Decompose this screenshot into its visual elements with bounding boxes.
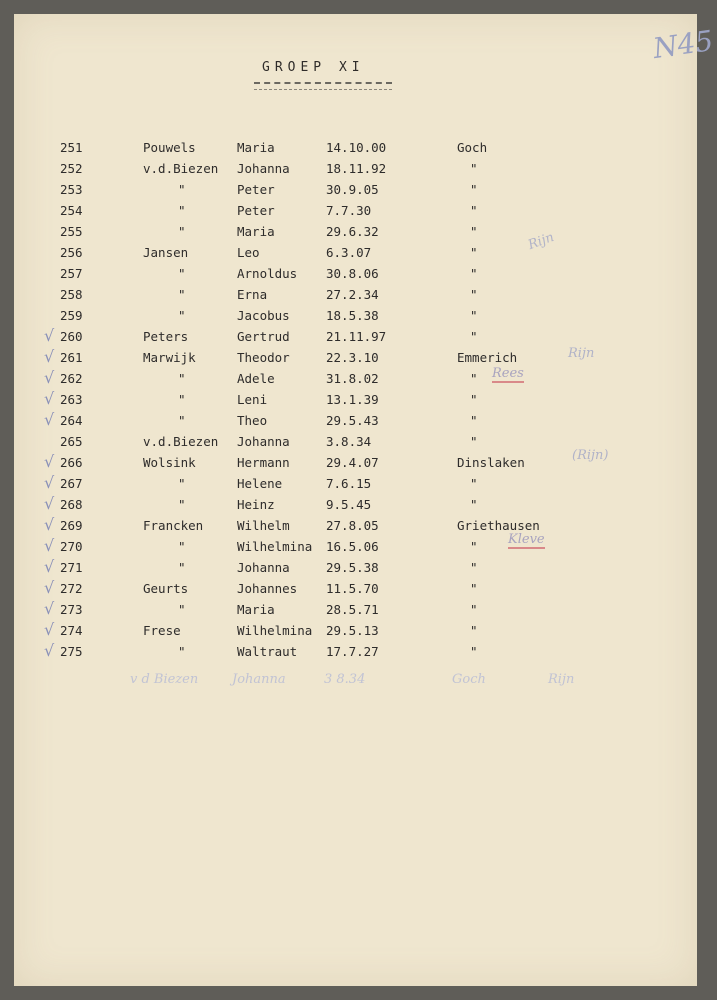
surname: Wolsink — [143, 455, 196, 470]
table-row — [0, 326, 717, 350]
first-name: Wilhelmina — [237, 623, 313, 638]
table-row — [0, 368, 717, 392]
table-row — [0, 536, 717, 560]
birth-date: 11.5.70 — [326, 581, 379, 596]
first-name: Hermann — [237, 455, 290, 470]
place: " — [470, 497, 478, 512]
annotation-rijn-2: (Rijn) — [572, 448, 609, 463]
check-mark: √ — [44, 620, 55, 639]
table-row — [0, 347, 717, 371]
surname: v.d.Biezen — [143, 434, 219, 449]
birth-date: 29.6.32 — [326, 224, 379, 239]
surname: Marwijk — [143, 350, 196, 365]
table-row — [0, 494, 717, 518]
table-row — [0, 266, 717, 287]
row-number: 254 — [60, 203, 83, 218]
surname: " — [178, 539, 186, 554]
table-row — [0, 182, 717, 203]
surname: " — [178, 644, 186, 659]
table-row — [0, 410, 717, 434]
surname: " — [178, 371, 186, 386]
check-mark: √ — [44, 494, 55, 513]
surname: " — [178, 287, 186, 302]
first-name: Wilhelm — [237, 518, 290, 533]
table-row — [0, 308, 717, 329]
first-name: Erna — [237, 287, 268, 302]
surname: " — [178, 392, 186, 407]
birth-date: 29.5.43 — [326, 413, 379, 428]
birth-date: 18.5.38 — [326, 308, 379, 323]
faint-note: Rijn — [548, 672, 575, 687]
place: " — [470, 434, 478, 449]
table-row — [0, 599, 717, 623]
table-row — [0, 434, 717, 455]
faint-date: 3 8.34 — [324, 672, 366, 687]
table-row — [0, 473, 717, 497]
place: " — [470, 308, 478, 323]
row-number: 257 — [60, 266, 83, 281]
annotation-kleve: Kleve — [508, 532, 545, 547]
check-mark: √ — [44, 599, 55, 618]
first-name: Johanna — [237, 560, 290, 575]
surname: v.d.Biezen — [143, 161, 219, 176]
table-row — [0, 161, 717, 182]
first-name: Leo — [237, 245, 260, 260]
table-row — [0, 287, 717, 308]
birth-date: 29.4.07 — [326, 455, 379, 470]
birth-date: 7.6.15 — [326, 476, 372, 491]
place: Dinslaken — [457, 455, 525, 470]
row-number: 265 — [60, 434, 83, 449]
first-name: Johannes — [237, 581, 298, 596]
annotation-rijn-1: Rijn — [568, 346, 595, 361]
birth-date: 28.5.71 — [326, 602, 379, 617]
birth-date: 7.7.30 — [326, 203, 372, 218]
table-row — [0, 515, 717, 539]
surname: Peters — [143, 329, 189, 344]
place: " — [470, 161, 478, 176]
annotation-rijn-3: Rijn — [526, 229, 557, 254]
place: " — [470, 392, 478, 407]
row-number: 269 — [60, 518, 83, 533]
first-name: Jacobus — [237, 308, 290, 323]
row-number: 251 — [60, 140, 83, 155]
first-name: Johanna — [237, 434, 290, 449]
row-number: 258 — [60, 287, 83, 302]
birth-date: 18.11.92 — [326, 161, 387, 176]
first-name: Maria — [237, 140, 275, 155]
row-number: 274 — [60, 623, 83, 638]
place: " — [470, 329, 478, 344]
birth-date: 27.8.05 — [326, 518, 379, 533]
first-name: Arnoldus — [237, 266, 298, 281]
title-underline — [254, 82, 392, 90]
birth-date: 14.10.00 — [326, 140, 387, 155]
row-number: 270 — [60, 539, 83, 554]
row-number: 260 — [60, 329, 83, 344]
check-mark: √ — [44, 368, 55, 387]
table-row — [0, 140, 717, 161]
birth-date: 3.8.34 — [326, 434, 372, 449]
first-name: Theodor — [237, 350, 290, 365]
table-row — [0, 389, 717, 413]
faint-surname: v d Biezen — [130, 672, 199, 687]
birth-date: 9.5.45 — [326, 497, 372, 512]
check-mark: √ — [44, 557, 55, 576]
birth-date: 31.8.02 — [326, 371, 379, 386]
table-row — [0, 578, 717, 602]
surname: " — [178, 266, 186, 281]
check-mark: √ — [44, 410, 55, 429]
check-mark: √ — [44, 641, 55, 660]
place: " — [470, 539, 478, 554]
birth-date: 17.7.27 — [326, 644, 379, 659]
surname: " — [178, 560, 186, 575]
row-number: 256 — [60, 245, 83, 260]
place: " — [470, 413, 478, 428]
table-row — [0, 452, 717, 476]
place: " — [470, 371, 478, 386]
row-number: 263 — [60, 392, 83, 407]
first-name: Maria — [237, 602, 275, 617]
row-number: 261 — [60, 350, 83, 365]
surname: Geurts — [143, 581, 189, 596]
surname: Jansen — [143, 245, 189, 260]
birth-date: 16.5.06 — [326, 539, 379, 554]
first-name: Helene — [237, 476, 283, 491]
page-title: GROEP XI — [262, 60, 365, 75]
surname: " — [178, 182, 186, 197]
first-name: Peter — [237, 203, 275, 218]
first-name: Johanna — [237, 161, 290, 176]
surname: " — [178, 224, 186, 239]
place: " — [470, 644, 478, 659]
table-row — [0, 557, 717, 581]
birth-date: 22.3.10 — [326, 350, 379, 365]
row-number: 252 — [60, 161, 83, 176]
row-number: 262 — [60, 371, 83, 386]
place: " — [470, 287, 478, 302]
row-number: 267 — [60, 476, 83, 491]
place: " — [470, 560, 478, 575]
row-number: 253 — [60, 182, 83, 197]
surname: " — [178, 476, 186, 491]
place: Goch — [457, 140, 488, 155]
surname: Frese — [143, 623, 181, 638]
first-name: Adele — [237, 371, 275, 386]
surname: " — [178, 413, 186, 428]
row-number: 272 — [60, 581, 83, 596]
birth-date: 21.11.97 — [326, 329, 387, 344]
row-number: 271 — [60, 560, 83, 575]
surname: " — [178, 203, 186, 218]
surname: " — [178, 602, 186, 617]
place: " — [470, 476, 478, 491]
row-number: 264 — [60, 413, 83, 428]
first-name: Gertrud — [237, 329, 290, 344]
birth-date: 13.1.39 — [326, 392, 379, 407]
row-number: 266 — [60, 455, 83, 470]
place: " — [470, 224, 478, 239]
birth-date: 29.5.13 — [326, 623, 379, 638]
birth-date: 27.2.34 — [326, 287, 379, 302]
faint-place: Goch — [452, 672, 486, 687]
surname: Francken — [143, 518, 204, 533]
birth-date: 29.5.38 — [326, 560, 379, 575]
annotation-rees: Rees — [492, 366, 524, 381]
table-row — [0, 224, 717, 245]
first-name: Wilhelmina — [237, 539, 313, 554]
check-mark: √ — [44, 515, 55, 534]
surname: " — [178, 497, 186, 512]
first-name: Leni — [237, 392, 268, 407]
surname: " — [178, 308, 186, 323]
check-mark: √ — [44, 578, 55, 597]
check-mark: √ — [44, 536, 55, 555]
check-mark: √ — [44, 326, 55, 345]
surname: Pouwels — [143, 140, 196, 155]
check-mark: √ — [44, 389, 55, 408]
place: Griethausen — [457, 518, 540, 533]
place: " — [470, 623, 478, 638]
check-mark: √ — [44, 473, 55, 492]
birth-date: 30.9.05 — [326, 182, 379, 197]
table-row — [0, 620, 717, 644]
place: Emmerich — [457, 350, 518, 365]
first-name: Waltraut — [237, 644, 298, 659]
row-number: 273 — [60, 602, 83, 617]
table-row — [0, 203, 717, 224]
place: " — [470, 266, 478, 281]
birth-date: 6.3.07 — [326, 245, 372, 260]
row-number: 275 — [60, 644, 83, 659]
row-number: 268 — [60, 497, 83, 512]
first-name: Peter — [237, 182, 275, 197]
birth-date: 30.8.06 — [326, 266, 379, 281]
first-name: Theo — [237, 413, 268, 428]
place: " — [470, 182, 478, 197]
corner-mark: N45 — [650, 23, 716, 66]
check-mark: √ — [44, 347, 55, 366]
table-row — [0, 641, 717, 665]
check-mark: √ — [44, 452, 55, 471]
row-number: 255 — [60, 224, 83, 239]
faint-first-name: Johanna — [232, 672, 286, 687]
first-name: Maria — [237, 224, 275, 239]
row-number: 259 — [60, 308, 83, 323]
place: " — [470, 245, 478, 260]
place: " — [470, 581, 478, 596]
place: " — [470, 203, 478, 218]
faint-pencil-row — [0, 672, 717, 696]
place: " — [470, 602, 478, 617]
table-row — [0, 245, 717, 266]
first-name: Heinz — [237, 497, 275, 512]
